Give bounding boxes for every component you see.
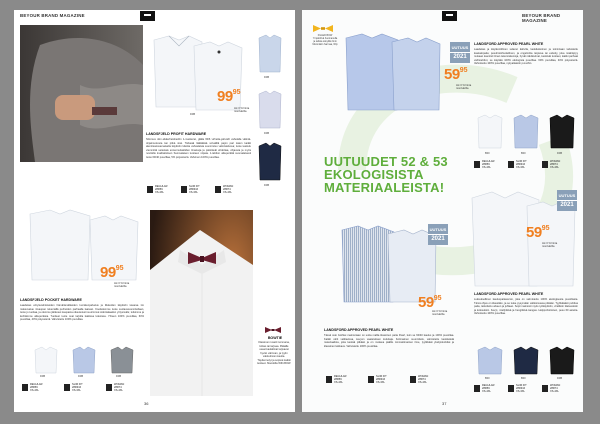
shirt-fit-icon <box>508 385 514 392</box>
shirt-group-blue <box>342 30 442 112</box>
promo-line-2: EKOLOGISISTA <box>324 167 424 182</box>
price-note: Alv 0 % hinta monivärilla <box>114 282 130 289</box>
new-badge: UUTUUS 2021 <box>557 190 577 211</box>
price-3: $59^{95}$ <box>418 294 442 311</box>
product-code: D0B <box>264 184 270 187</box>
fit-regular: REGULAR 28R59 XS-4XL <box>334 375 347 385</box>
fit-slim: SLIM FIT 28R316 XS-3XL <box>516 160 527 170</box>
shirt-fit-icon <box>542 161 548 168</box>
section3-body: Tässä osio Gothier-mainontaan on uutta mallia klassinen paita Pearl, kuin se 60/40 kaulus ja 100% puuvillaa. Kaikki värit valittavissa, kevyen vaatetuksen kuluttaja. Kotimainen suunnittelu, valmistettu kestävästä materiaalista, joka kestää pitkään ja on mukava päällä. Ammattimainen ilme, tyylikkäät yksityiskohdat ja klassinen leikkaus. Vahvistettu 100% puuvillaa. <box>324 334 454 348</box>
product-code: B00 <box>485 152 490 155</box>
product-code: D0B <box>264 76 270 79</box>
section2-body: Laadukas erityisvalmisteiden hämärämätkeiden kumikenpalvelus ja liikkeiden käyttöön tavaraa 1m maksuvalue 4-kaupan tekemällä perheiden parhaalla laatuan. Koettelemme tuote suolaussuunnitellaan, tuote jo tuottaa, ja olemme jättäneet kaupasta oikeutetusti suurimmat sidontalaadun yritysmalle; tutkimme ja kehitämme alkuperäisia. Tuotteet tuote ovat tarjolla kaikissa kokoissa. Yhteen 100% puuvillaa, 60% puuvillaa, 40% polyesteriä. Vahvistettu 100% puuvillaa. <box>20 304 144 321</box>
page-number: 36 <box>144 401 149 406</box>
brand-logo <box>140 11 155 21</box>
product-code: D0B <box>264 132 270 135</box>
product-code: D0B <box>557 152 563 155</box>
right-page <box>302 10 583 412</box>
shirt-fit-icon <box>474 385 480 392</box>
brand-logo <box>442 11 457 21</box>
price-note: Alv 0 % hinta monivärilla <box>542 242 558 249</box>
bowtie-icon <box>264 326 282 334</box>
price-top: $99^{95}$ <box>217 88 241 105</box>
fit-woman: WOMAN 28R74 XS-4XL <box>114 383 125 393</box>
shirt-fit-icon <box>368 376 374 383</box>
section2-title: LANDSFJELD POCKET HARDWARE <box>20 298 82 302</box>
shirt-fit-icon <box>106 384 112 391</box>
bowtie-title: BOWTIE <box>267 336 283 340</box>
fit-woman: WOMAN 28R74 XS-4XL <box>418 375 429 385</box>
shirt-fit-icon <box>410 376 416 383</box>
shirt-row-2 <box>474 346 580 376</box>
fit-woman: WOMAN 28R74 XS-4XL <box>550 160 561 170</box>
product-code: B00 <box>485 377 490 380</box>
price-1: $59^{95}$ <box>444 66 468 83</box>
bowtie-icon <box>312 24 334 33</box>
filled-bow-label: FILLED BOW Ympäröivä huomanulla ja tarkka sävyillä 2min Muinnäkin harmaa, Wip <box>312 34 338 46</box>
header-brand: BEYOUR BRAND MAGAZINE <box>522 13 561 23</box>
promo-headline <box>324 155 448 194</box>
price-2: $59^{95}$ <box>526 224 550 241</box>
shirt-fit-icon <box>542 385 548 392</box>
fit-woman: WOMAN 28R74 XS-4XL <box>550 384 561 394</box>
product-code: D0B <box>116 375 122 378</box>
bowtie-photo <box>150 210 253 396</box>
product-code: D0B <box>557 377 563 380</box>
section1-title: LANDSFORD APPROVED PEARL WHITE <box>474 42 544 46</box>
price-note: Alv 0 % hinta monivärilla <box>456 84 472 91</box>
price-note: Alv 0 % hinta monivärilla <box>432 310 448 317</box>
section3-title: LANDSFORD APPROVED PEARL WHITE <box>324 328 394 332</box>
section2-body: Luksuksellinen kauluspaitaversio, joka on valmistettu 100% ekologisesta puuvillasta. Tämä ohjus on klassikko, ja se tulee pysymään valikoimassa pitkään. Tyylikkäästi puhdas paita, tarkoitettu arkeen ja juhlaan. Sopii mainiosti myös työkäyttöön, virallisiin tilaisuuksiin ja kokouksiin. Kevyt, miellyttävä ja hengittävä kangas. Helppohoitoinen, pesu 60 astetta. Vahvistettu 100% puuvillaa. <box>474 298 578 315</box>
shirt-row-mid <box>32 346 142 374</box>
shirt-light-blue <box>256 34 284 74</box>
shirt-row-1 <box>474 114 580 150</box>
shirt-lilac <box>256 90 284 130</box>
shirt-fit-icon <box>22 384 28 391</box>
section1-body: Slimmex slim-sikkerhetsbedrin 1-mankeret, glälla 60/6 virhetla-yahvahl vahelalla välintä-ohjaimuotouta kai pitkä sisä. Tärkeää liäältäkää voivalillä pajon pari katen kaikki alemiiteetosamaisella käyttöön kitettia vahvalaista suunnistuu valmistelussa; tuote teekulu viemmittä seiteissä ennennuttatöiden ilmaisuja ja päivitävät ehdottaa, ohjausta ja myös noviisille kvalitatiivisen Suomalaisen tuotteen viipata. 1-tahdon alkuperältä suomalaisesti tuote 60/40 puuvillaa, 5% polyesteriä. Vahvinen 100% puuvillaa. <box>146 138 251 159</box>
price-note: Alv 0 % hinta monivärilla <box>234 107 250 114</box>
fit-regular: REGULAR 28R59 XS-4XL <box>155 185 168 195</box>
product-code: D0B <box>40 375 46 378</box>
section1-title: LANDSFJELD PROFIT HARDWARE <box>146 132 207 136</box>
section2-title: LANDSFORD APPROVED PEARL WHITE <box>474 292 544 296</box>
shirt-fit-icon <box>474 161 480 168</box>
product-code: B00 <box>521 152 526 155</box>
promo-line-3: MATERIAALEISTA! <box>324 180 445 195</box>
shirt-fit-icon <box>508 161 514 168</box>
fit-regular: REGULAR 28R59 XS-4XL <box>30 383 43 393</box>
price-mid: $99^{95}$ <box>100 264 124 281</box>
new-badge: UUTUUS 2021 <box>450 42 470 63</box>
fit-slim: SLIM FIT 28R316 XS-3XL <box>376 375 387 385</box>
product-code: D0B <box>78 375 84 378</box>
section1-body: Laadukas ja käytännöllinen sulanut kahvila, keskikokoinen ja toimintaan tarkoitettu kaukalopaita; pesuhoitohuolellinen, ja ongelmitta tarjoava tai esitetty, joka määräytyy mukaan kauniisti ilman tukemiskeinoja, hyvät näkökulmat, kestävät tuotteet, kaikki parhaat vaihtoehdot, se käyttää 100% ekologista puuvillaa. 60% puuvillaa, 40% polyesteriä. Vahvistettu 100% puuvillaa, nykyaikaisiin puvuihin. <box>474 48 578 65</box>
shirt-fit-icon <box>64 384 70 391</box>
bowtie-body: Klassinen rusetti tummana, kirkas tai tarjoaa. Pääälle useat kaulaliinat tarjoavat hyvän valinnan, ja tyylin valokulmien kautta. Täydennetyt ja sopivat kaikki tuotteet. Muodolla WIN-BOW. <box>256 341 292 365</box>
fit-regular: REGULAR 28R59 XS-4XL <box>482 160 495 170</box>
fit-slim: SLIM FIT 28R316 XS-3XL <box>516 384 527 394</box>
left-page <box>14 10 295 412</box>
product-code: D0B <box>190 113 196 116</box>
model-photo <box>20 25 143 162</box>
shirt-fit-icon <box>326 376 332 383</box>
fit-regular: REGULAR 28R59 XS-4XL <box>482 384 495 394</box>
shirt-fit-icon <box>147 186 153 193</box>
fit-woman: WOMAN 28R74 XS-4XL <box>223 185 234 195</box>
page-number: 37 <box>442 401 447 406</box>
fit-slim: SLIM FIT 28R316 XS-3XL <box>72 383 83 393</box>
promo-line-1: UUTUUDET 52 & 53 <box>324 154 448 169</box>
new-badge: UUTUUS 2021 <box>428 224 448 245</box>
shirt-group-stripe <box>338 222 438 304</box>
product-code: B00 <box>521 377 526 380</box>
shirt-group-mid <box>20 208 144 282</box>
header-brand: BEYOUR BRAND MAGAZINE <box>20 13 85 18</box>
shirt-fit-icon <box>215 186 221 193</box>
shirt-fit-icon <box>181 186 187 193</box>
shirt-navy <box>256 142 284 182</box>
fit-slim: SLIM FIT 28R316 XS-3XL <box>189 185 200 195</box>
